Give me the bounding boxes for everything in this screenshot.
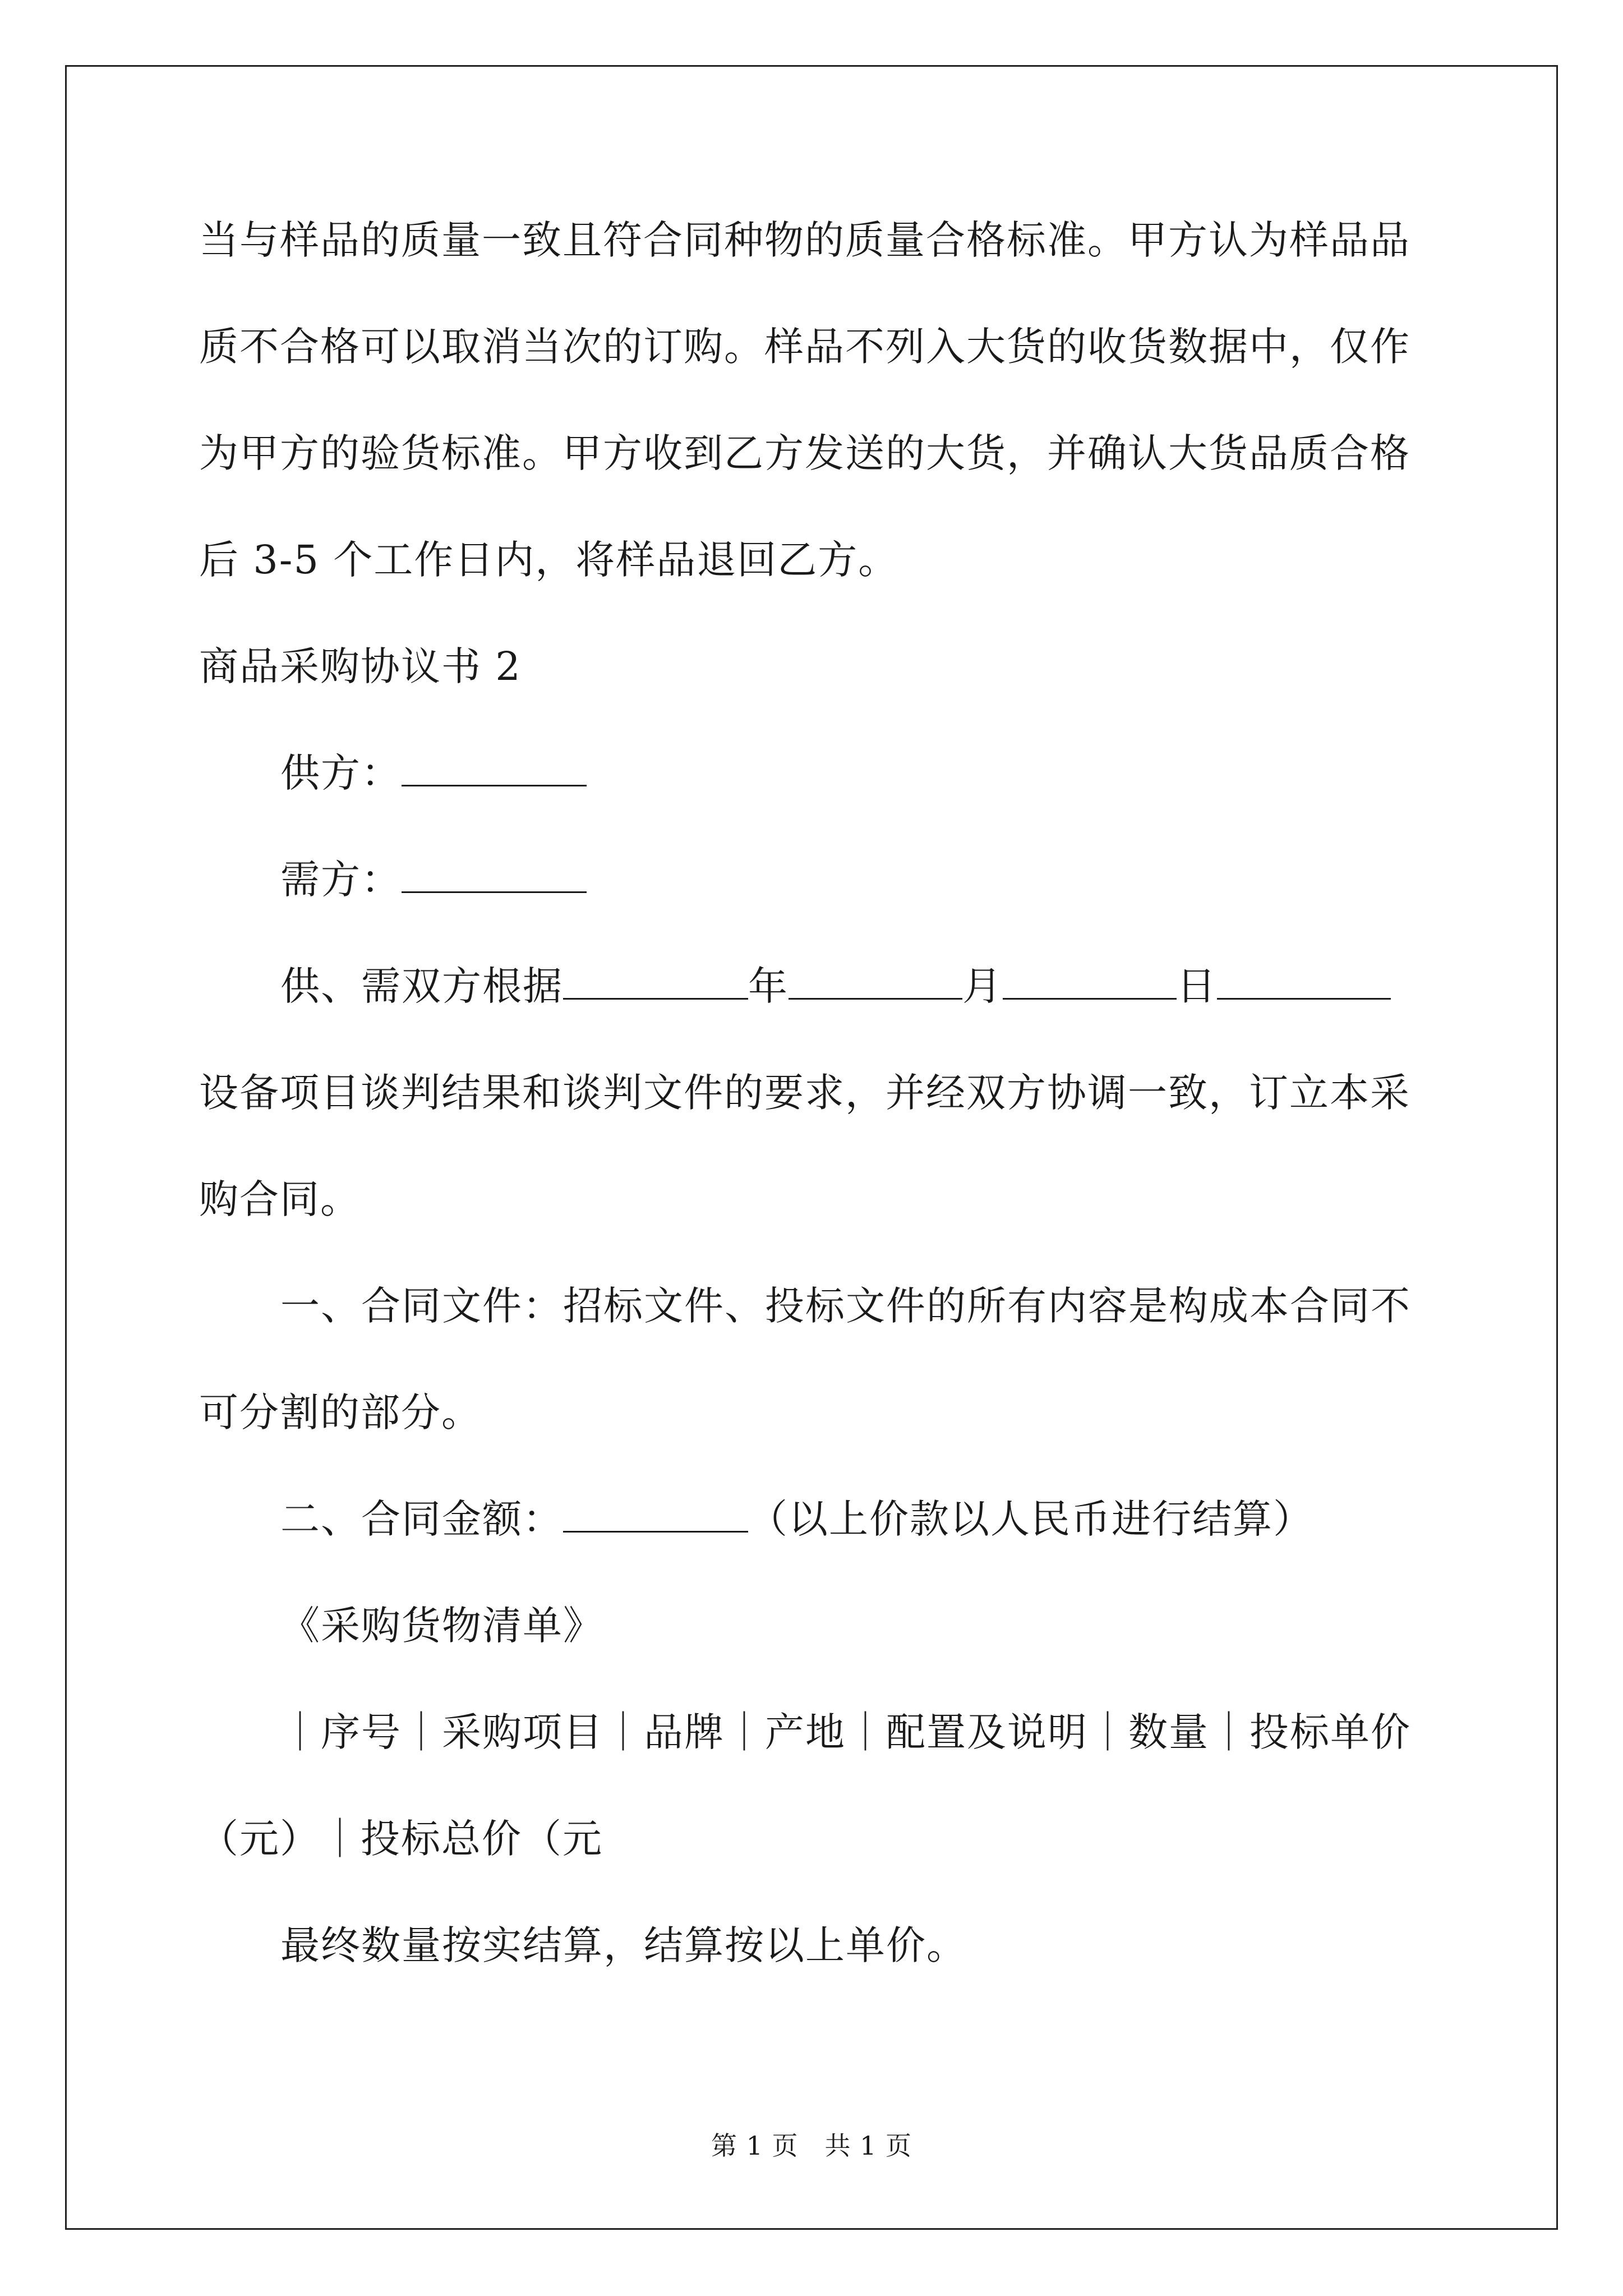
clause2-suffix: （以上价款以人民币进行结算）: [748, 1496, 1313, 1542]
clause1-line2: 可分割的部分。: [199, 1389, 482, 1435]
basis-line-2: 设备项目谈判结果和谈判文件的要求，并经双方协调一致，订立本采: [199, 1070, 1410, 1116]
buyer-label: 需方：: [280, 857, 402, 903]
paragraph-line: 为甲方的验货标准。甲方收到乙方发送的大货，并确认大货品质合格: [199, 430, 1410, 476]
table-header-line2: （元）｜投标总价（元: [199, 1816, 603, 1862]
day-blank: [1003, 964, 1177, 1000]
basis-line: [280, 959, 1391, 1013]
supplier-line: [280, 746, 587, 800]
clause2-line: [280, 1492, 1313, 1546]
month-blank: [789, 964, 962, 1000]
page-footer: 第 1 页 共 1 页: [711, 2131, 912, 2161]
paragraph-line: 质不合格可以取消当次的订购。样品不列入大货的收货数据中，仅作: [199, 324, 1410, 370]
month-label: 月: [962, 963, 1003, 1009]
final-note: 最终数量按实结算，结算按以上单价。: [280, 1922, 967, 1968]
basis-line-3: 购合同。: [199, 1176, 361, 1222]
supplier-blank: [402, 751, 587, 786]
page-border: [65, 65, 1558, 2230]
paragraph-line: 当与样品的质量一致且符合同种物的质量合格标准。甲方认为样品品: [199, 217, 1410, 263]
project-blank: [1217, 964, 1391, 1000]
year-blank: [563, 964, 748, 1000]
amount-blank: [563, 1497, 748, 1533]
table-header-line1: ｜序号｜采购项目｜品牌｜产地｜配置及说明｜数量｜投标单价: [280, 1709, 1411, 1755]
buyer-line: [280, 853, 587, 907]
clause1-line1: 一、合同文件：招标文件、投标文件的所有内容是构成本合同不: [280, 1283, 1411, 1329]
paragraph-line: 后 3-5 个工作日内，将样品退回乙方。: [199, 537, 899, 583]
buyer-blank: [402, 858, 587, 893]
clause2-prefix: 二、合同金额：: [280, 1496, 563, 1542]
supplier-label: 供方：: [280, 750, 402, 796]
list-title: 《采购货物清单》: [280, 1603, 603, 1649]
basis-prefix: 供、需双方根据: [280, 963, 563, 1009]
year-label: 年: [748, 963, 789, 1009]
section-title: 商品采购协议书 2: [199, 643, 522, 689]
day-label: 日: [1177, 963, 1217, 1009]
